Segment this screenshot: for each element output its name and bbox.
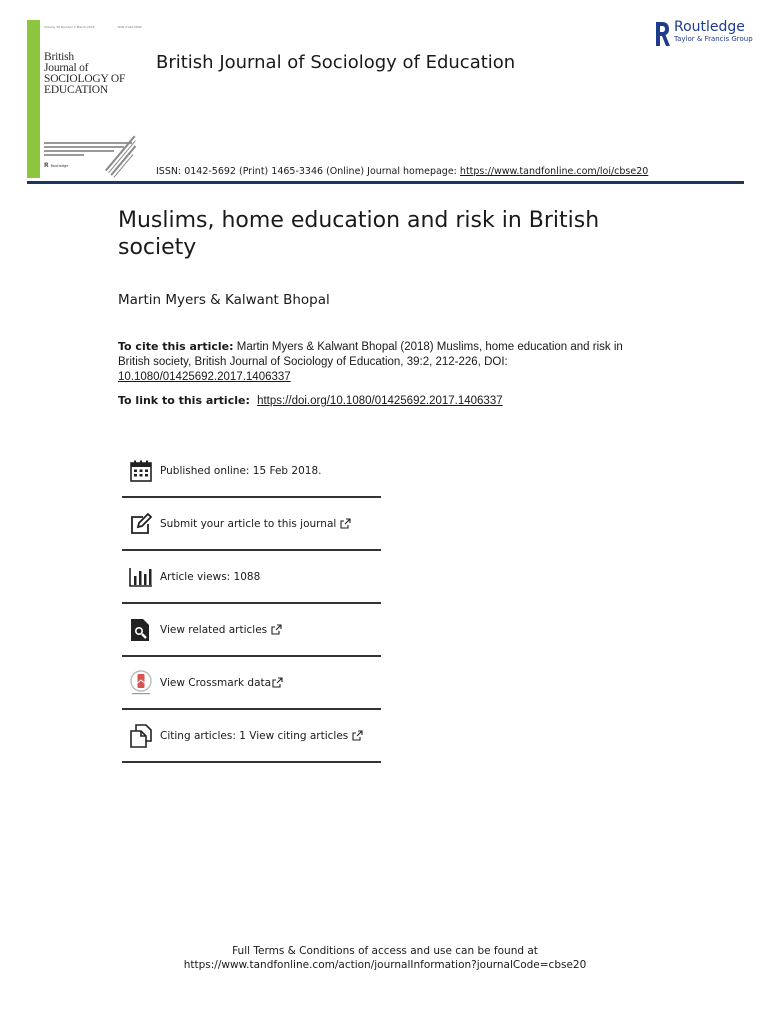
terms-footer [0, 944, 770, 972]
cover-title-line: Journal of [44, 62, 89, 74]
crossmark-item[interactable] [122, 657, 381, 710]
cover-top-line [44, 25, 164, 29]
external-link-icon [340, 514, 351, 533]
cover-title-line: EDUCATION [44, 84, 108, 96]
cover-title-line: British [44, 51, 74, 63]
cite-text: Martin Myers & Kalwant Bhopal (2018) Muslims, home education and risk in British society, British Journal of Sociology of Education, 39:2, 212-226, DOI: [118, 341, 623, 368]
external-link-icon [352, 726, 363, 745]
published-online-text: Published online: 15 Feb 2018. [160, 464, 322, 477]
submit-article-item[interactable] [122, 498, 381, 551]
cover-publisher-logo [44, 162, 68, 169]
cover-title-line: SOCIOLOGY OF [44, 73, 126, 85]
journal-cover [27, 20, 142, 178]
routledge-r-icon [654, 20, 670, 48]
cover-r-icon: R [44, 162, 49, 169]
cover-publisher-name: Routledge [50, 163, 69, 168]
cover-title [44, 52, 136, 96]
calendar-icon [128, 458, 154, 484]
publisher-logo [654, 20, 753, 48]
article-title: Muslims, home education and risk in British society [118, 208, 600, 260]
link-label: To link to this article: [118, 394, 250, 407]
cover-issn: ISSN 0142-5692 [117, 25, 142, 29]
issn-line [156, 166, 648, 177]
article-authors: Martin Myers & Kalwant Bhopal [118, 292, 330, 308]
footer-terms-link[interactable]: https://www.tandfonline.com/action/journalInformation?journalCode=cbse20 [183, 959, 587, 971]
footer-line-1: Full Terms & Conditions of access and use can be found at [232, 945, 538, 957]
publisher-group: Taylor & Francis Group [674, 35, 753, 43]
related-articles-link[interactable]: View related articles [160, 623, 268, 636]
citing-articles-item[interactable] [122, 710, 381, 763]
citing-articles-link[interactable]: Citing articles: 1 View citing articles [160, 729, 349, 742]
cover-color-strip [27, 20, 40, 178]
article-doi-url[interactable]: https://doi.org/10.1080/01425692.2017.1406337 [257, 395, 503, 407]
cite-doi-link[interactable]: 10.1080/01425692.2017.1406337 [118, 371, 291, 383]
external-link-icon [272, 673, 283, 692]
related-articles-item[interactable] [122, 604, 381, 657]
bar-chart-icon [128, 564, 154, 590]
issn-text: ISSN: 0142-5692 (Print) 1465-3346 (Online) Journal homepage: [156, 166, 460, 177]
article-views-text: Article views: 1088 [160, 570, 261, 583]
article-views-item [122, 551, 381, 604]
search-document-icon [128, 617, 154, 643]
publisher-name: Routledge [674, 19, 745, 35]
article-link-line [118, 394, 503, 407]
citation-block [118, 339, 638, 385]
crossmark-link[interactable]: View Crossmark data [160, 676, 272, 689]
header-divider [27, 181, 744, 184]
submit-article-link[interactable]: Submit your article to this journal [160, 517, 337, 530]
journal-title: British Journal of Sociology of Education [156, 52, 516, 73]
citing-articles-icon [128, 723, 154, 749]
article-info-list [122, 445, 381, 763]
publisher-text [674, 20, 753, 44]
external-link-icon [271, 620, 282, 639]
crossmark-icon [128, 670, 154, 696]
journal-homepage-link[interactable]: https://www.tandfonline.com/loi/cbse20 [459, 166, 649, 177]
cover-volume: Volume 39 Number 2 March 2018 [44, 25, 95, 29]
published-online-item [122, 445, 381, 498]
cite-label: To cite this article: [118, 340, 234, 353]
edit-icon [128, 511, 154, 537]
